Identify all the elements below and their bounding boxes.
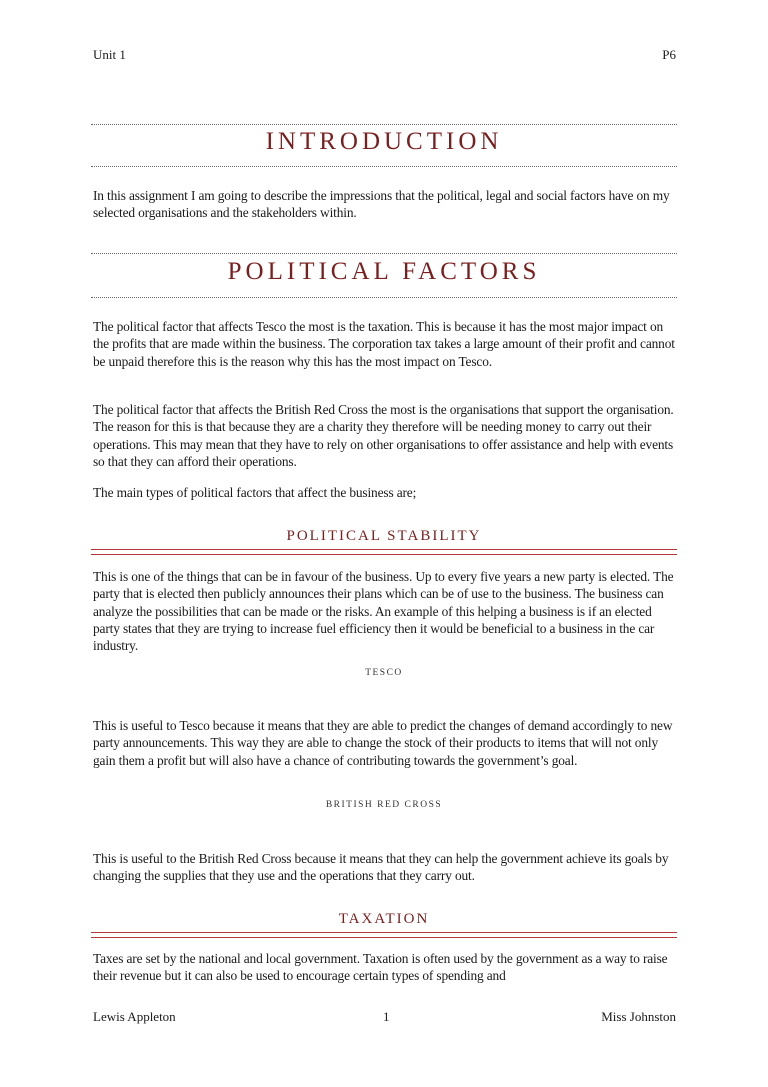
page-footer (93, 1009, 676, 1025)
tesco-paragraph: This is useful to Tesco because it means that they are able to predict the changes of demand accordingly to new party announcements. This way they are able to change the stock of their products to items that will not only gain them a profit but will also have a chance of contributing towards the government’s goal. (93, 718, 673, 768)
page-number: 1 (383, 1009, 390, 1024)
footer-author: Lewis Appleton (93, 1009, 176, 1024)
divider (91, 124, 677, 125)
divider (91, 166, 677, 167)
tesco-subheading: TESCO (365, 668, 403, 678)
footer-teacher: Miss Johnston (601, 1009, 676, 1024)
intro-heading: INTRODUCTION (265, 128, 503, 155)
taxation-heading: TAXATION (338, 911, 430, 927)
political-paragraph-1: The political factor that affects Tesco the most is the taxation. This is because it has the most major impact on the profits that are made within the business. The corporation tax takes a large amount of their profit and cannot be unpaid therefore this is the reason why this has the most impact on Tesco. (93, 319, 675, 369)
header-unit: Unit 1 (93, 47, 126, 62)
header-code: P6 (662, 47, 676, 62)
political-paragraph-2: The political factor that affects the British Red Cross the most is the organisations that support the organisation. The reason for this is that because they are a charity they therefore will be needing money to carry out their operations. This may mean that they have to rely on other organisations to offer assistance and help with events so that they can afford their operations. (93, 402, 674, 469)
intro-paragraph: In this assignment I am going to describe the impressions that the political, legal and social factors have on my selected organisations and the stakeholders within. (93, 188, 670, 221)
political-stability-heading: POLITICAL STABILITY (286, 528, 482, 544)
divider (91, 297, 677, 298)
stability-paragraph: This is one of the things that can be in favour of the business. Up to every five years a new party is elected. The party that is elected then publicly announces their plans which can be of use to the business. The business can analyze the possibilities that can be made or the risks. An example of this helping a business is if an elected party states that they are trying to increase fuel efficiency then it would be beneficial to a business in the car industry. (93, 569, 674, 654)
page-header (93, 47, 676, 63)
brc-subheading: BRITISH RED CROSS (325, 800, 443, 810)
brc-paragraph: This is useful to the British Red Cross because it means that they can help the government achieve its goals by changing the supplies that they use and the operations that they carry out. (93, 851, 669, 884)
political-factors-heading: POLITICAL FACTORS (227, 258, 541, 285)
heading-underline (91, 549, 677, 555)
taxation-paragraph: Taxes are set by the national and local government. Taxation is often used by the government as a way to raise their revenue but it can also be used to encourage certain types of spending and (93, 951, 668, 984)
political-paragraph-3: The main types of political factors that affect the business are; (93, 485, 417, 500)
heading-underline (91, 932, 677, 938)
divider (91, 253, 677, 254)
